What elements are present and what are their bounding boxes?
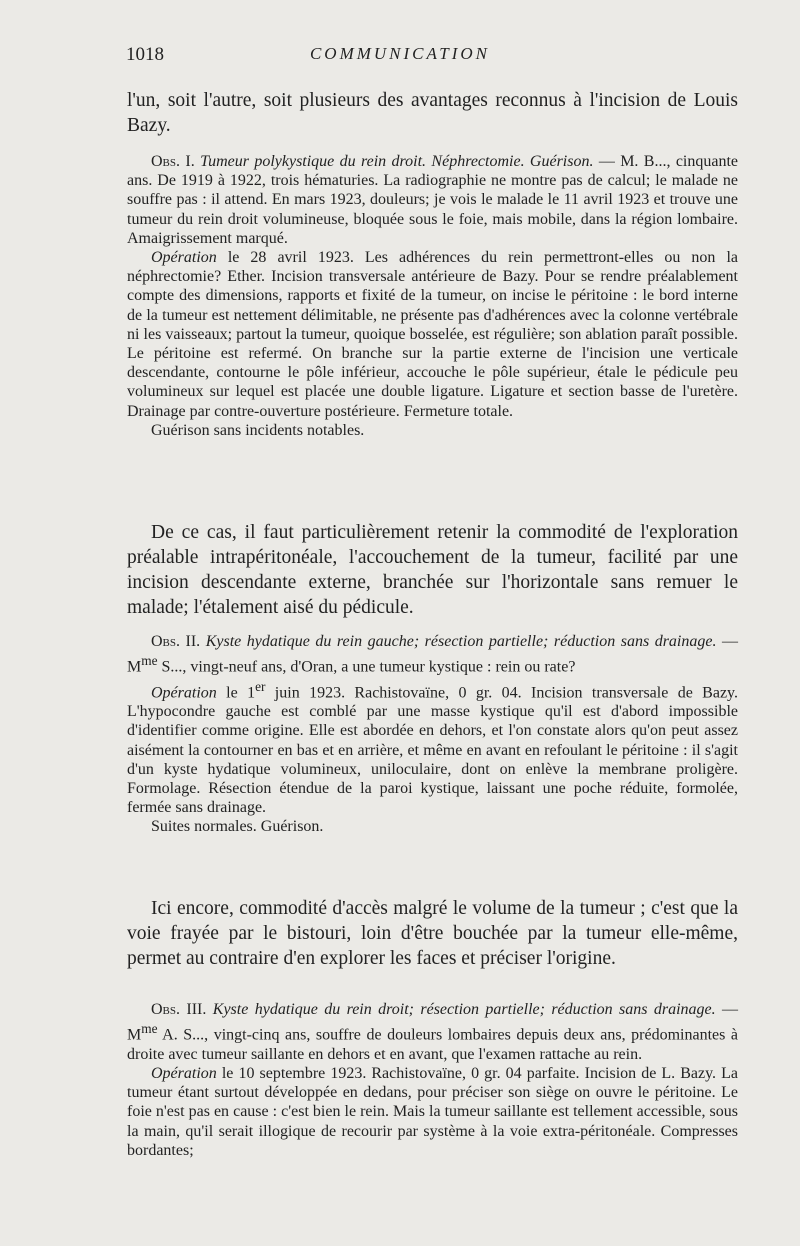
intro-paragraph: l'un, soit l'autre, soit plusieurs des avantages reconnus à l'incision de Louis Bazy. <box>127 90 738 136</box>
observation-2 <box>127 632 738 837</box>
observation-3 <box>127 1000 738 1160</box>
obs2-patient-sup: me <box>141 653 158 669</box>
obs1-label: Obs. I. <box>151 153 195 170</box>
obs2-operation-label: Opération <box>151 684 217 702</box>
obs3-operation: le 10 septembre 1923. Rachistovaïne, 0 gr. 04 parfaite. Incision de L. Bazy. La tumeur étant surtout développée en dedans, pour préciser son siège on ouvre le péritoine. Le foie n'est pas en cause : c'est bien le rein. Mais la tumeur saillante est tellement accessible, sous la main, qu'il serait illogique de recourir par système à la voie extra-péritonéale. Compresses bordantes; <box>127 1064 738 1159</box>
obs1-title: Tumeur polykystique du rein droit. Néphrectomie. Guérison. <box>200 153 594 170</box>
obs1-history: — M. B..., cinquante ans. De 1919 à 1922, trois hématuries. La radiographie ne montre pas de calcul; le malade ne souffre pas : il attend. En mars 1923, douleurs; je vois le malade le 11 avril 1923 et trouve une tumeur du rein droit volumineuse, bloquée sous le foie, mais mobile, dans la région lombaire. Amaigrissement marqué. <box>127 153 739 247</box>
obs1-operation-label: Opération <box>151 249 217 267</box>
obs3-operation-paragraph <box>127 1064 738 1160</box>
obs1-operation: le 28 avril 1923. Les adhérences du rein permettront-elles ou non la néphrectomie? Ether. Incision transversale antérieure de Bazy. Pour se rendre préalablement compte des dimensions, rapports et fixité de la tumeur, on incise le péritoine : le bord interne de la tumeur est nettement délimitable, ne présente pas d'adhérences avec la colonne vertébrale ni les vaisseaux; partout la tumeur, quoique bosselée, est régulière; son ablation paraît possible. Le péritoine est refermé. On branche sur la partie externe de l'incision une verticale descendante, contourne le pôle inférieur, accouche le pôle supérieur, étale le pédicule peu volumineux sur lequel est placée une double ligature. Ligature et section basse de l'uretère. Drainage par contre-ouverture postérieure. Fermeture totale. <box>127 249 738 420</box>
obs3-operation-label: Opération <box>151 1064 217 1082</box>
running-title: COMMUNICATION <box>309 44 491 63</box>
obs3-label: Obs. III. <box>151 1001 207 1018</box>
comment-1-paragraph: De ce cas, il faut particulièrement retenir la commodité de l'exploration préalable intrapéritonéale, l'accouchement de la tumeur, facilité par une incision descendante externe, branchée sur l'horizontale sans remuer le malade; l'étalement aisé du pédicule. <box>127 522 738 618</box>
page-number: 1018 <box>126 44 164 65</box>
obs2-operation-date-prefix: le 1 <box>226 684 256 702</box>
obs2-patient-prefix: — M <box>127 633 739 676</box>
obs3-history-paragraph <box>127 1000 738 1064</box>
obs3-patient-prefix: — M <box>127 1001 739 1044</box>
obs2-operation-date-sup: er <box>255 678 266 694</box>
obs3-patient-sup: me <box>141 1021 158 1037</box>
obs2-history: S..., vingt-neuf ans, d'Oran, a une tumeur kystique : rein ou rate? <box>157 658 576 676</box>
observation-1 <box>127 152 738 440</box>
obs2-label: Obs. II. <box>151 633 201 650</box>
obs1-outcome: Guérison sans incidents notables. <box>151 421 365 439</box>
obs1-history-paragraph <box>127 152 738 248</box>
obs2-history-paragraph <box>127 632 738 677</box>
obs2-operation: juin 1923. Rachistovaïne, 0 gr. 04. Incision transversale de Bazy. L'hypocondre gauche est comblé par une masse kystique qu'il est d'abord impossible d'identifier comme origine. Elle est abordée en dehors, et l'on constate alors qu'on peut assez aisément la contourner en bas et en arrière, et même en avant en refoulant le péritoine : il s'agit d'un kyste hydatique volumineux, uniloculaire, dont on enlève la membrane proligère. Formolage. Résection étendue de la paroi kystique, laissant une poche réduite, formolée, fermée sans drainage. <box>127 684 739 817</box>
obs2-operation-paragraph <box>127 677 738 818</box>
obs2-title: Kyste hydatique du rein gauche; résection partielle; réduction sans drainage. <box>205 633 717 650</box>
obs3-title: Kyste hydatique du rein droit; résection partielle; réduction sans drainage. <box>212 1001 716 1018</box>
obs1-operation-paragraph <box>127 248 738 421</box>
obs2-outcome: Suites normales. Guérison. <box>151 818 324 836</box>
obs3-history: A. S..., vingt-cinq ans, souffre de douleurs lombaires depuis deux ans, prédominantes à droite avec tumeur saillante en dehors et en avant, que l'examen rattache au rein. <box>127 1026 738 1063</box>
comment-2-paragraph: Ici encore, commodité d'accès malgré le volume de la tumeur ; c'est que la voie frayée par le bistouri, loin d'être bouchée par la tumeur elle-même, permet au contraire d'en explorer les faces et préciser l'origine. <box>127 898 738 969</box>
